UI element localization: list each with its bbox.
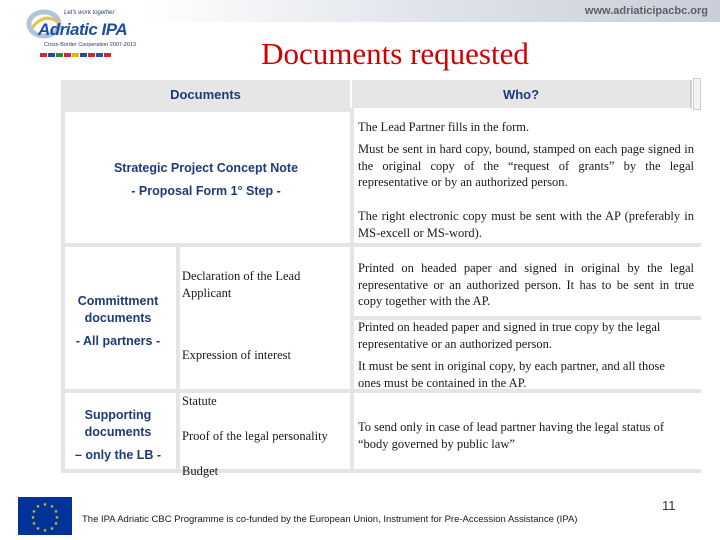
footer-text: The IPA Adriatic CBC Programme is co-funded by the European Union, Instrument for Pre-Accession Assistance (IPA) [82,514,578,525]
strategic-who-hard-copy: Must be sent in hard copy, bound, stamped on each page signed in the original copy of the “request of grants” by the legal representative or by an authorized person. [358,142,694,189]
strategic-title: Strategic Project Concept Note [113,161,299,175]
website-url[interactable]: www.adriaticipacbc.org [584,5,708,17]
supporting-who: To send only in case of lead partner having the legal status of “body governed by public law” [358,420,664,451]
svg-text:★: ★ [42,528,48,534]
commitment-subtitle: - All partners - [75,334,161,348]
budget-label: Budget [182,464,219,478]
grid-band [350,108,354,244]
svg-text:★: ★ [49,504,55,510]
strategic-who-electronic: The right electronic copy must be sent with the AP (preferably in MS-excell or MS-word). [358,209,694,240]
svg-text:★: ★ [49,526,55,532]
grid-band [176,247,180,473]
strategic-subtitle: - Proposal Form 1° Step - [131,184,281,198]
svg-text:★: ★ [42,502,48,508]
svg-text:★: ★ [31,509,37,515]
expression-who-1: Printed on headed paper and signed in true copy by the legal representative or an authorized person. [358,320,661,351]
svg-text:★: ★ [31,521,37,527]
logo-name: Adriatic IPA [38,20,128,39]
supporting-title: Supporting documents [84,408,152,439]
commitment-title: Committment documents [77,294,159,325]
column-header-who: Who? [352,80,692,108]
page-number: 11 [662,498,676,513]
grid-band [61,243,701,247]
eu-flag-icon [18,497,72,535]
svg-text:★: ★ [54,515,60,521]
grid-band [61,108,354,112]
statute-label: Statute [182,394,217,408]
grid-band [61,247,65,473]
logo-subtitle: Cross-Border Cooperation 2007-2013 [44,42,137,48]
column-header-documents: Documents [61,80,350,108]
expression-label: Expression of interest [182,348,292,362]
proof-label: Proof of the legal personality [182,429,328,443]
svg-text:★: ★ [35,526,41,532]
supporting-subtitle: – only the LB - [74,448,162,462]
expression-who-2: It must be sent in original copy, by each partner, and all those ones must be contained in the AP. [358,359,665,390]
declaration-label: Declaration of the Lead Applicant [182,269,301,300]
svg-text:★: ★ [35,504,41,510]
header-stub [693,78,701,110]
svg-text:★: ★ [53,521,59,527]
grid-band [61,469,701,473]
page-title: Documents requested [261,36,529,71]
strategic-who-lead: The Lead Partner fills in the form. [358,120,530,134]
logo-tagline: Let's work together [64,10,115,16]
svg-text:★: ★ [30,515,36,521]
grid-band [61,108,65,244]
declaration-who: Printed on headed paper and signed in original by the legal representative or an authorized person. It has to be sent in true copy together with the AP. [358,261,694,308]
svg-text:★: ★ [53,509,59,515]
